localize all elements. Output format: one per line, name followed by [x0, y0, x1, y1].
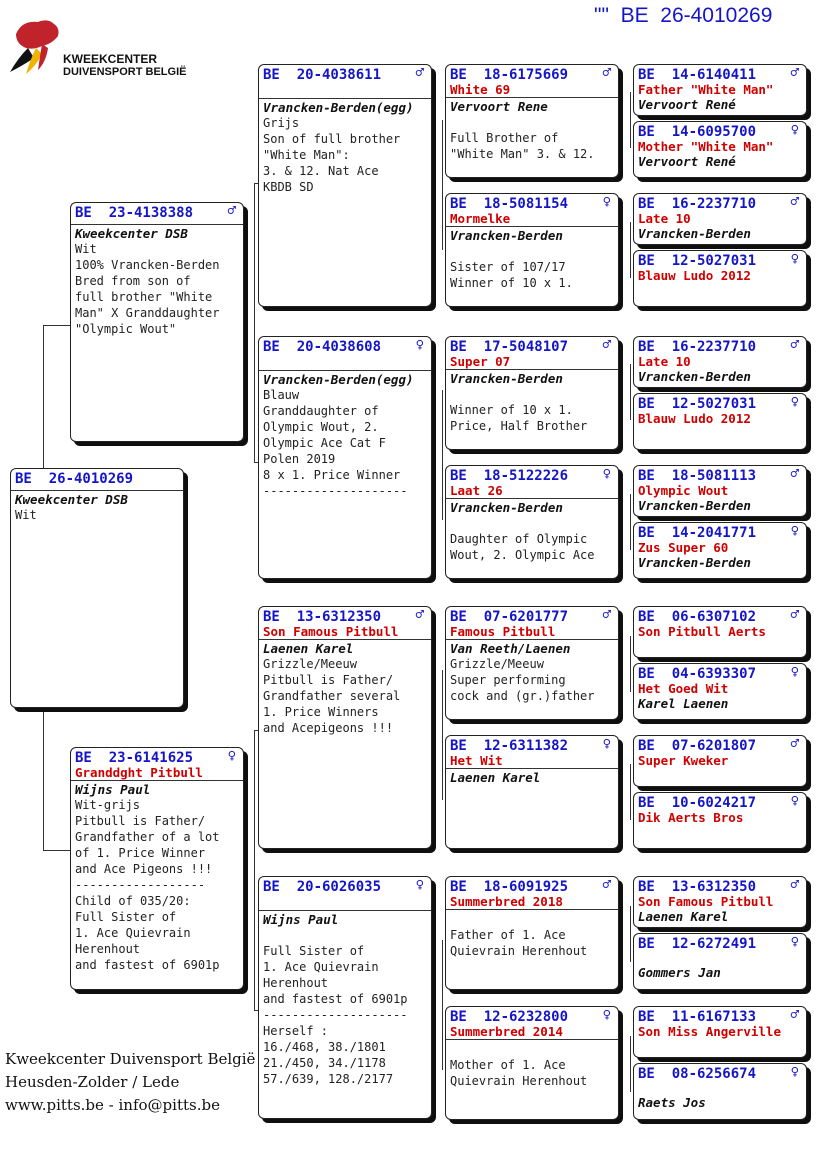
logo-text: DUIVENSPORT BELGIË	[63, 66, 187, 78]
female-icon: ♀	[602, 466, 611, 482]
ring-number: BE 23-4138388	[75, 205, 194, 221]
pigeon-notes: Full Sister of 1. Ace Quievrain Herenhout and fastest of 6901p -------------------- Herself : 16./468, 38./1801 21./450, 34./1178 57./639, 128./2177	[263, 944, 408, 1086]
pigeon-card-gen2[interactable]	[258, 64, 432, 307]
female-icon: ♀	[790, 793, 799, 809]
pigeon-card-gen4[interactable]	[633, 522, 807, 579]
pigeon-name: Het Wit	[450, 753, 503, 768]
pigeon-name: Mormelke	[450, 211, 511, 226]
pigeon-card-gen4[interactable]	[633, 64, 807, 116]
pigeon-name: Super Kweker	[638, 753, 729, 768]
pigeon-owner: Vrancken-Berden(egg)	[263, 372, 414, 387]
female-icon: ♀	[790, 664, 799, 680]
pigeon-card-gen4[interactable]	[633, 792, 807, 849]
ring-number: BE 13-6312350	[638, 879, 757, 895]
pigeon-notes: Grizzle/Meeuw Pitbull is Father/ Grandfather several 1. Price Winners and Acepigeons !!!	[263, 657, 401, 735]
pigeon-owner: Vervoort René	[638, 97, 736, 112]
pigeon-logo-icon	[8, 14, 68, 78]
logo-text: KWEEKCENTER	[63, 52, 158, 66]
male-icon: ♂	[602, 65, 611, 81]
pigeon-notes: Grijs Son of full brother "White Man": 3. & 12. Nat Ace KBDB SD	[263, 116, 401, 194]
pigeon-notes: Blauw Granddaughter of Olympic Wout, 2. Olympic Ace Cat F Polen 2019 8 x 1. Price Winner --------------------	[263, 388, 408, 498]
pigeon-name: Famous Pitbull	[450, 624, 556, 639]
pigeon-notes: Sister of 107/17 Winner of 10 x 1.	[450, 260, 573, 290]
pigeon-owner: Laenen Karel	[450, 770, 541, 785]
ring-number: BE 23-6141625	[75, 750, 194, 766]
female-icon: ♀	[790, 934, 799, 950]
pigeon-card-father[interactable]	[70, 202, 244, 442]
pigeon-owner: Gommers Jan	[638, 965, 721, 980]
ring-number: BE 18-5081113	[638, 468, 757, 484]
pigeon-owner: Vrancken-Berden	[450, 371, 563, 386]
pigeon-name: Olympic Wout	[638, 483, 729, 498]
male-icon: ♂	[790, 466, 799, 482]
ring-number: BE 11-6167133	[638, 1009, 757, 1025]
pigeon-owner: Kweekcenter DSB	[75, 226, 188, 241]
ring-number: BE 16-2237710	[638, 339, 757, 355]
pigeon-card-gen3[interactable]	[445, 1006, 619, 1120]
pigeon-name: Son Pitbull Aerts	[638, 624, 766, 639]
pigeon-name: Super 07	[450, 354, 511, 369]
ring-number: BE 06-6307102	[638, 609, 757, 625]
pigeon-notes: Wit	[15, 508, 37, 522]
male-icon: ♂	[602, 607, 611, 623]
pigeon-card-gen3[interactable]	[445, 193, 619, 307]
ring-number: BE 12-6311382	[450, 738, 569, 754]
pigeon-card-gen3[interactable]	[445, 465, 619, 579]
pigeon-card-gen4[interactable]	[633, 1063, 807, 1120]
pigeon-name: Son Miss Angerville	[638, 1024, 781, 1039]
female-icon: ♀	[602, 1007, 611, 1023]
ring-number: BE 14-6095700	[638, 124, 757, 140]
male-icon: ♂	[415, 607, 424, 623]
pigeon-name: Zus Super 60	[638, 540, 729, 555]
pigeon-notes: Winner of 10 x 1. Price, Half Brother	[450, 403, 588, 433]
pigeon-name: Het Goed Wit	[638, 681, 729, 696]
pigeon-owner: Vrancken-Berden	[638, 498, 751, 513]
pigeon-notes: Daughter of Olympic Wout, 2. Olympic Ace	[450, 532, 595, 562]
ring-number: BE 10-6024217	[638, 795, 757, 811]
pigeon-card-mother[interactable]	[70, 747, 244, 990]
pigeon-card-gen3[interactable]	[445, 606, 619, 720]
pigeon-card-gen2[interactable]	[258, 336, 432, 579]
ring-number: BE 18-6091925	[450, 879, 569, 895]
pigeon-card-gen4[interactable]	[633, 606, 807, 658]
pigeon-name: Father "White Man"	[638, 82, 774, 97]
male-icon: ♂	[415, 65, 424, 81]
pigeon-owner: Laenen Karel	[638, 909, 729, 924]
pigeon-owner: Vrancken-Berden	[450, 228, 563, 243]
pigeon-card-gen4[interactable]	[633, 933, 807, 990]
pigeon-owner: Vrancken-Berden(egg)	[263, 100, 414, 115]
pigeon-card-gen4[interactable]	[633, 393, 807, 450]
female-icon: ♀	[790, 122, 799, 138]
pigeon-card-subject[interactable]	[10, 468, 184, 708]
pigeon-card-gen3[interactable]	[445, 876, 619, 990]
male-icon: ♂	[602, 337, 611, 353]
pigeon-name: Son Famous Pitbull	[638, 894, 774, 909]
footer-contact-link[interactable]: www.pitts.be - info@pitts.be	[5, 1096, 220, 1114]
footer	[5, 1048, 255, 1117]
pigeon-name: Granddght Pitbull	[75, 765, 203, 780]
female-icon: ♀	[415, 337, 424, 353]
footer-location: Heusden-Zolder / Lede	[5, 1073, 180, 1091]
pigeon-name: Son Famous Pitbull	[263, 624, 399, 639]
pigeon-card-gen3[interactable]	[445, 64, 619, 178]
ring-number: BE 04-6393307	[638, 666, 757, 682]
pigeon-name: Laat 26	[450, 483, 503, 498]
pigeon-owner: Wijns Paul	[263, 912, 339, 927]
pigeon-notes: Wit-grijs Pitbull is Father/ Grandfather of a lot of 1. Price Winner and Ace Pigeons !!! ------------------ Child of 035/20: Full Sister of 1. Ace Quievrain Herenhout and fastest of 6901p	[75, 798, 220, 972]
pigeon-owner: Kweekcenter DSB	[15, 492, 128, 507]
ring-number: BE 26-4010269	[15, 471, 134, 487]
male-icon: ♂	[790, 337, 799, 353]
pigeon-owner: Vrancken-Berden	[638, 369, 751, 384]
ring-number: BE 12-5027031	[638, 253, 757, 269]
pigeon-name: Blauw Ludo 2012	[638, 268, 751, 283]
male-icon: ♂	[790, 65, 799, 81]
pigeon-name: Summerbred 2014	[450, 1024, 563, 1039]
page-title: "" BE 26-4010269	[594, 4, 773, 27]
ring-number: BE 18-5122226	[450, 468, 569, 484]
pigeon-card-gen3[interactable]	[445, 336, 619, 450]
pigeon-name: Summerbred 2018	[450, 894, 563, 909]
ring-number: BE 20-4038611	[263, 67, 382, 83]
pigeon-notes: Wit 100% Vrancken-Berden Bred from son of full brother "White Man" X Granddaughter "Olympic Wout"	[75, 242, 220, 336]
pigeon-card-gen2[interactable]	[258, 606, 432, 849]
pigeon-owner: Laenen Karel	[263, 641, 354, 656]
ring-number: BE 12-6232800	[450, 1009, 569, 1025]
pigeon-owner: Raets Jos	[638, 1095, 706, 1110]
pigeon-card-gen4[interactable]	[633, 465, 807, 517]
pigeon-notes: Mother of 1. Ace Quievrain Herenhout	[450, 1058, 588, 1088]
male-icon: ♂	[790, 194, 799, 210]
pigeon-notes: Grizzle/Meeuw Super performing cock and (gr.)father	[450, 657, 595, 703]
pigeon-card-gen3[interactable]	[445, 735, 619, 849]
female-icon: ♀	[602, 194, 611, 210]
male-icon: ♂	[790, 607, 799, 623]
pigeon-card-gen4[interactable]	[633, 250, 807, 307]
pigeon-owner: Vrancken-Berden	[638, 226, 751, 241]
pigeon-owner: Vervoort Rene	[450, 99, 548, 114]
pigeon-name: Dik Aerts Bros	[638, 810, 744, 825]
male-icon: ♂	[790, 877, 799, 893]
pigeon-name: White 69	[450, 82, 511, 97]
ring-number: BE 20-4038608	[263, 339, 382, 355]
logo	[8, 14, 198, 84]
pigeon-notes: Father of 1. Ace Quievrain Herenhout	[450, 928, 588, 958]
ring-number: BE 13-6312350	[263, 609, 382, 625]
ring-number: BE 20-6026035	[263, 879, 382, 895]
pigeon-card-gen4[interactable]	[633, 1006, 807, 1058]
ring-number: BE 14-2041771	[638, 525, 757, 541]
ring-number: BE 07-6201807	[638, 738, 757, 754]
pigeon-owner: Vrancken-Berden	[638, 555, 751, 570]
female-icon: ♀	[227, 748, 236, 764]
ring-number: BE 18-6175669	[450, 67, 569, 83]
pigeon-owner: Van Reeth/Laenen	[450, 641, 571, 656]
male-icon: ♂	[790, 1007, 799, 1023]
ring-number: BE 08-6256674	[638, 1066, 757, 1082]
ring-number: BE 12-5027031	[638, 396, 757, 412]
female-icon: ♀	[790, 1064, 799, 1080]
female-icon: ♀	[602, 736, 611, 752]
pigeon-card-gen4[interactable]	[633, 663, 807, 720]
ring-number: BE 07-6201777	[450, 609, 569, 625]
male-icon: ♂	[790, 736, 799, 752]
pigeon-card-gen2[interactable]	[258, 876, 432, 1119]
pigeon-card-gen4[interactable]	[633, 121, 807, 178]
pigeon-owner: Wijns Paul	[75, 782, 151, 797]
pigeon-card-gen4[interactable]	[633, 193, 807, 245]
female-icon: ♀	[790, 251, 799, 267]
female-icon: ♀	[790, 523, 799, 539]
pigeon-card-gen4[interactable]	[633, 336, 807, 388]
male-icon: ♂	[602, 877, 611, 893]
pigeon-name: Late 10	[638, 354, 691, 369]
pigeon-owner: Vrancken-Berden	[450, 500, 563, 515]
pigeon-notes: Full Brother of "White Man" 3. & 12.	[450, 131, 595, 161]
ring-number: BE 12-6272491	[638, 936, 757, 952]
female-icon: ♀	[790, 394, 799, 410]
male-icon: ♂	[227, 203, 236, 219]
footer-company: Kweekcenter Duivensport België	[5, 1050, 256, 1068]
ring-number: BE 16-2237710	[638, 196, 757, 212]
pigeon-name: Mother "White Man"	[638, 139, 774, 154]
pigeon-owner: Vervoort René	[638, 154, 736, 169]
ring-number: BE 18-5081154	[450, 196, 569, 212]
pigeon-card-gen4[interactable]	[633, 876, 807, 928]
pigeon-name: Blauw Ludo 2012	[638, 411, 751, 426]
female-icon: ♀	[415, 877, 424, 893]
ring-number: BE 17-5048107	[450, 339, 569, 355]
pigeon-owner: Karel Laenen	[638, 696, 729, 711]
pigeon-card-gen4[interactable]	[633, 735, 807, 787]
ring-number: BE 14-6140411	[638, 67, 757, 83]
pigeon-name: Late 10	[638, 211, 691, 226]
